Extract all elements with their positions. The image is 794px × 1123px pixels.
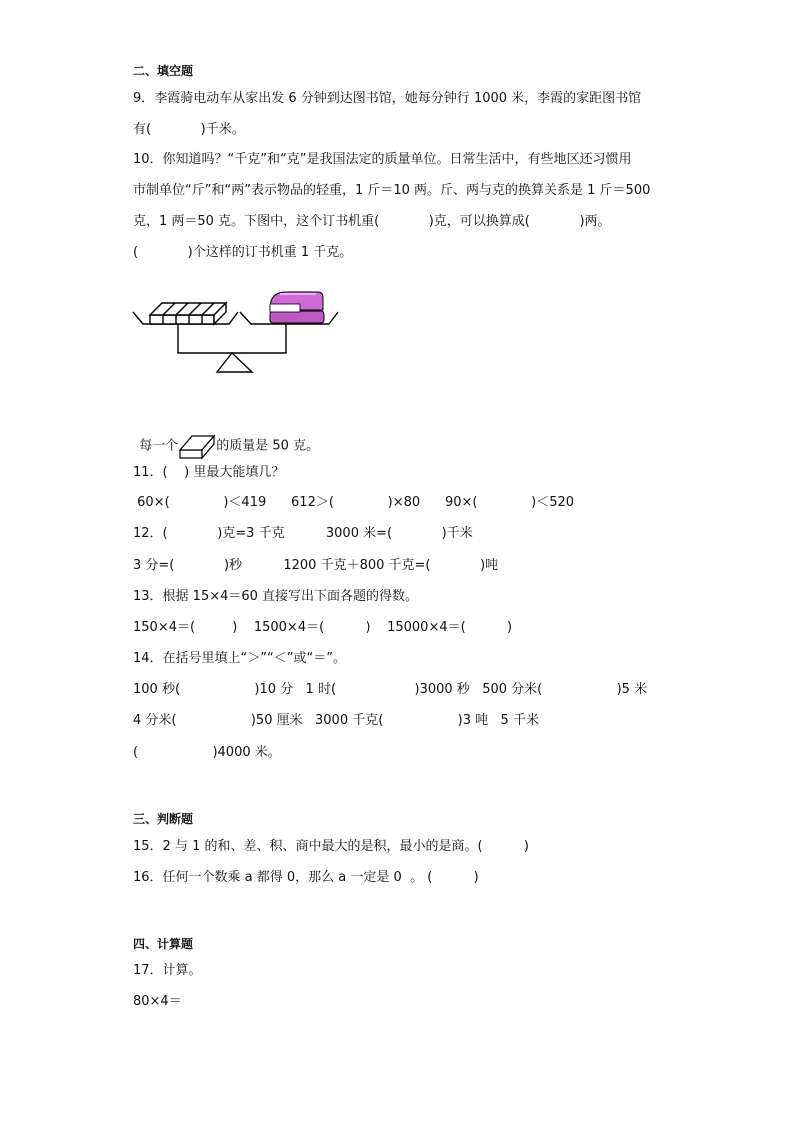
weight-block-icon	[178, 432, 216, 460]
heading-section-4: 四、计算题	[133, 937, 194, 951]
q17-text: 17．计算。	[133, 963, 202, 978]
q14-line-1: 100 秒( )10 分 1 时( )3000 秒 500 分米( )5 米	[133, 682, 648, 697]
q15-text: 15．2 与 1 的和、差、积、商中最大的是积，最小的是商。( )	[133, 839, 529, 854]
q11-line: 60×( )＜419 612＞( )×80 90×( )＜520	[133, 495, 575, 510]
q10-line-3: 克，1 两＝50 克。下图中，这个订书机重( )克，可以换算成( )两。	[133, 214, 611, 229]
weight-blocks	[150, 303, 226, 324]
q16-text: 16．任何一个数乘 a 都得 0，那么 a 一定是 0 。 ( )	[133, 870, 479, 885]
q14-line-3: ( )4000 米。	[133, 745, 281, 760]
q10-line-1: 10．你知道吗？“千克”和“克”是我国法定的质量单位。日常生活中，有些地区还习惯用	[133, 152, 632, 167]
q17-expression: 80×4＝	[133, 994, 182, 1009]
q14-line-2: 4 分米( )50 厘米 3000 千克( )3 吨 5 千米	[133, 713, 539, 728]
q12-line-1: 12．( )克=3 千克 3000 米=( )千米	[133, 526, 473, 541]
stapler-icon	[270, 292, 324, 323]
q10-note-prefix: 每一个	[139, 438, 179, 454]
q13-line: 150×4＝( ) 1500×4＝( ) 15000×4＝( )	[133, 620, 513, 635]
q11-text: 11．( ) 里最大能填几？	[133, 465, 285, 480]
heading-section-3: 三、判断题	[133, 812, 194, 826]
balance-scale-illustration	[130, 276, 345, 376]
fulcrum-triangle	[217, 353, 252, 372]
q10-line-2: 市制单位“斤”和“两”表示物品的轻重，1 斤＝10 两。斤、两与克的换算关系是 1 斤＝500	[133, 183, 651, 198]
q10-line-4: ( )个这样的订书机重 1 千克。	[133, 245, 353, 260]
q9-line-1: 9．李霞骑电动车从家出发 6 分钟到达图书馆，她每分钟行 1000 米，李霞的家距图书馆	[133, 91, 642, 106]
q12-line-2: 3 分=( )秒 1200 千克＋800 千克=( )吨	[133, 558, 499, 573]
q10-note	[131, 416, 319, 460]
beam	[178, 324, 286, 353]
q13-text: 13．根据 15×4＝60 直接写出下面各题的得数。	[133, 589, 419, 604]
q9-line-2: 有( )千米。	[133, 122, 245, 137]
q14-text: 14．在括号里填上“＞”“＜”或“＝”。	[133, 651, 346, 666]
q10-note-suffix: 的质量是 50 克。	[216, 438, 320, 454]
heading-section-2: 二、填空题	[133, 64, 194, 78]
